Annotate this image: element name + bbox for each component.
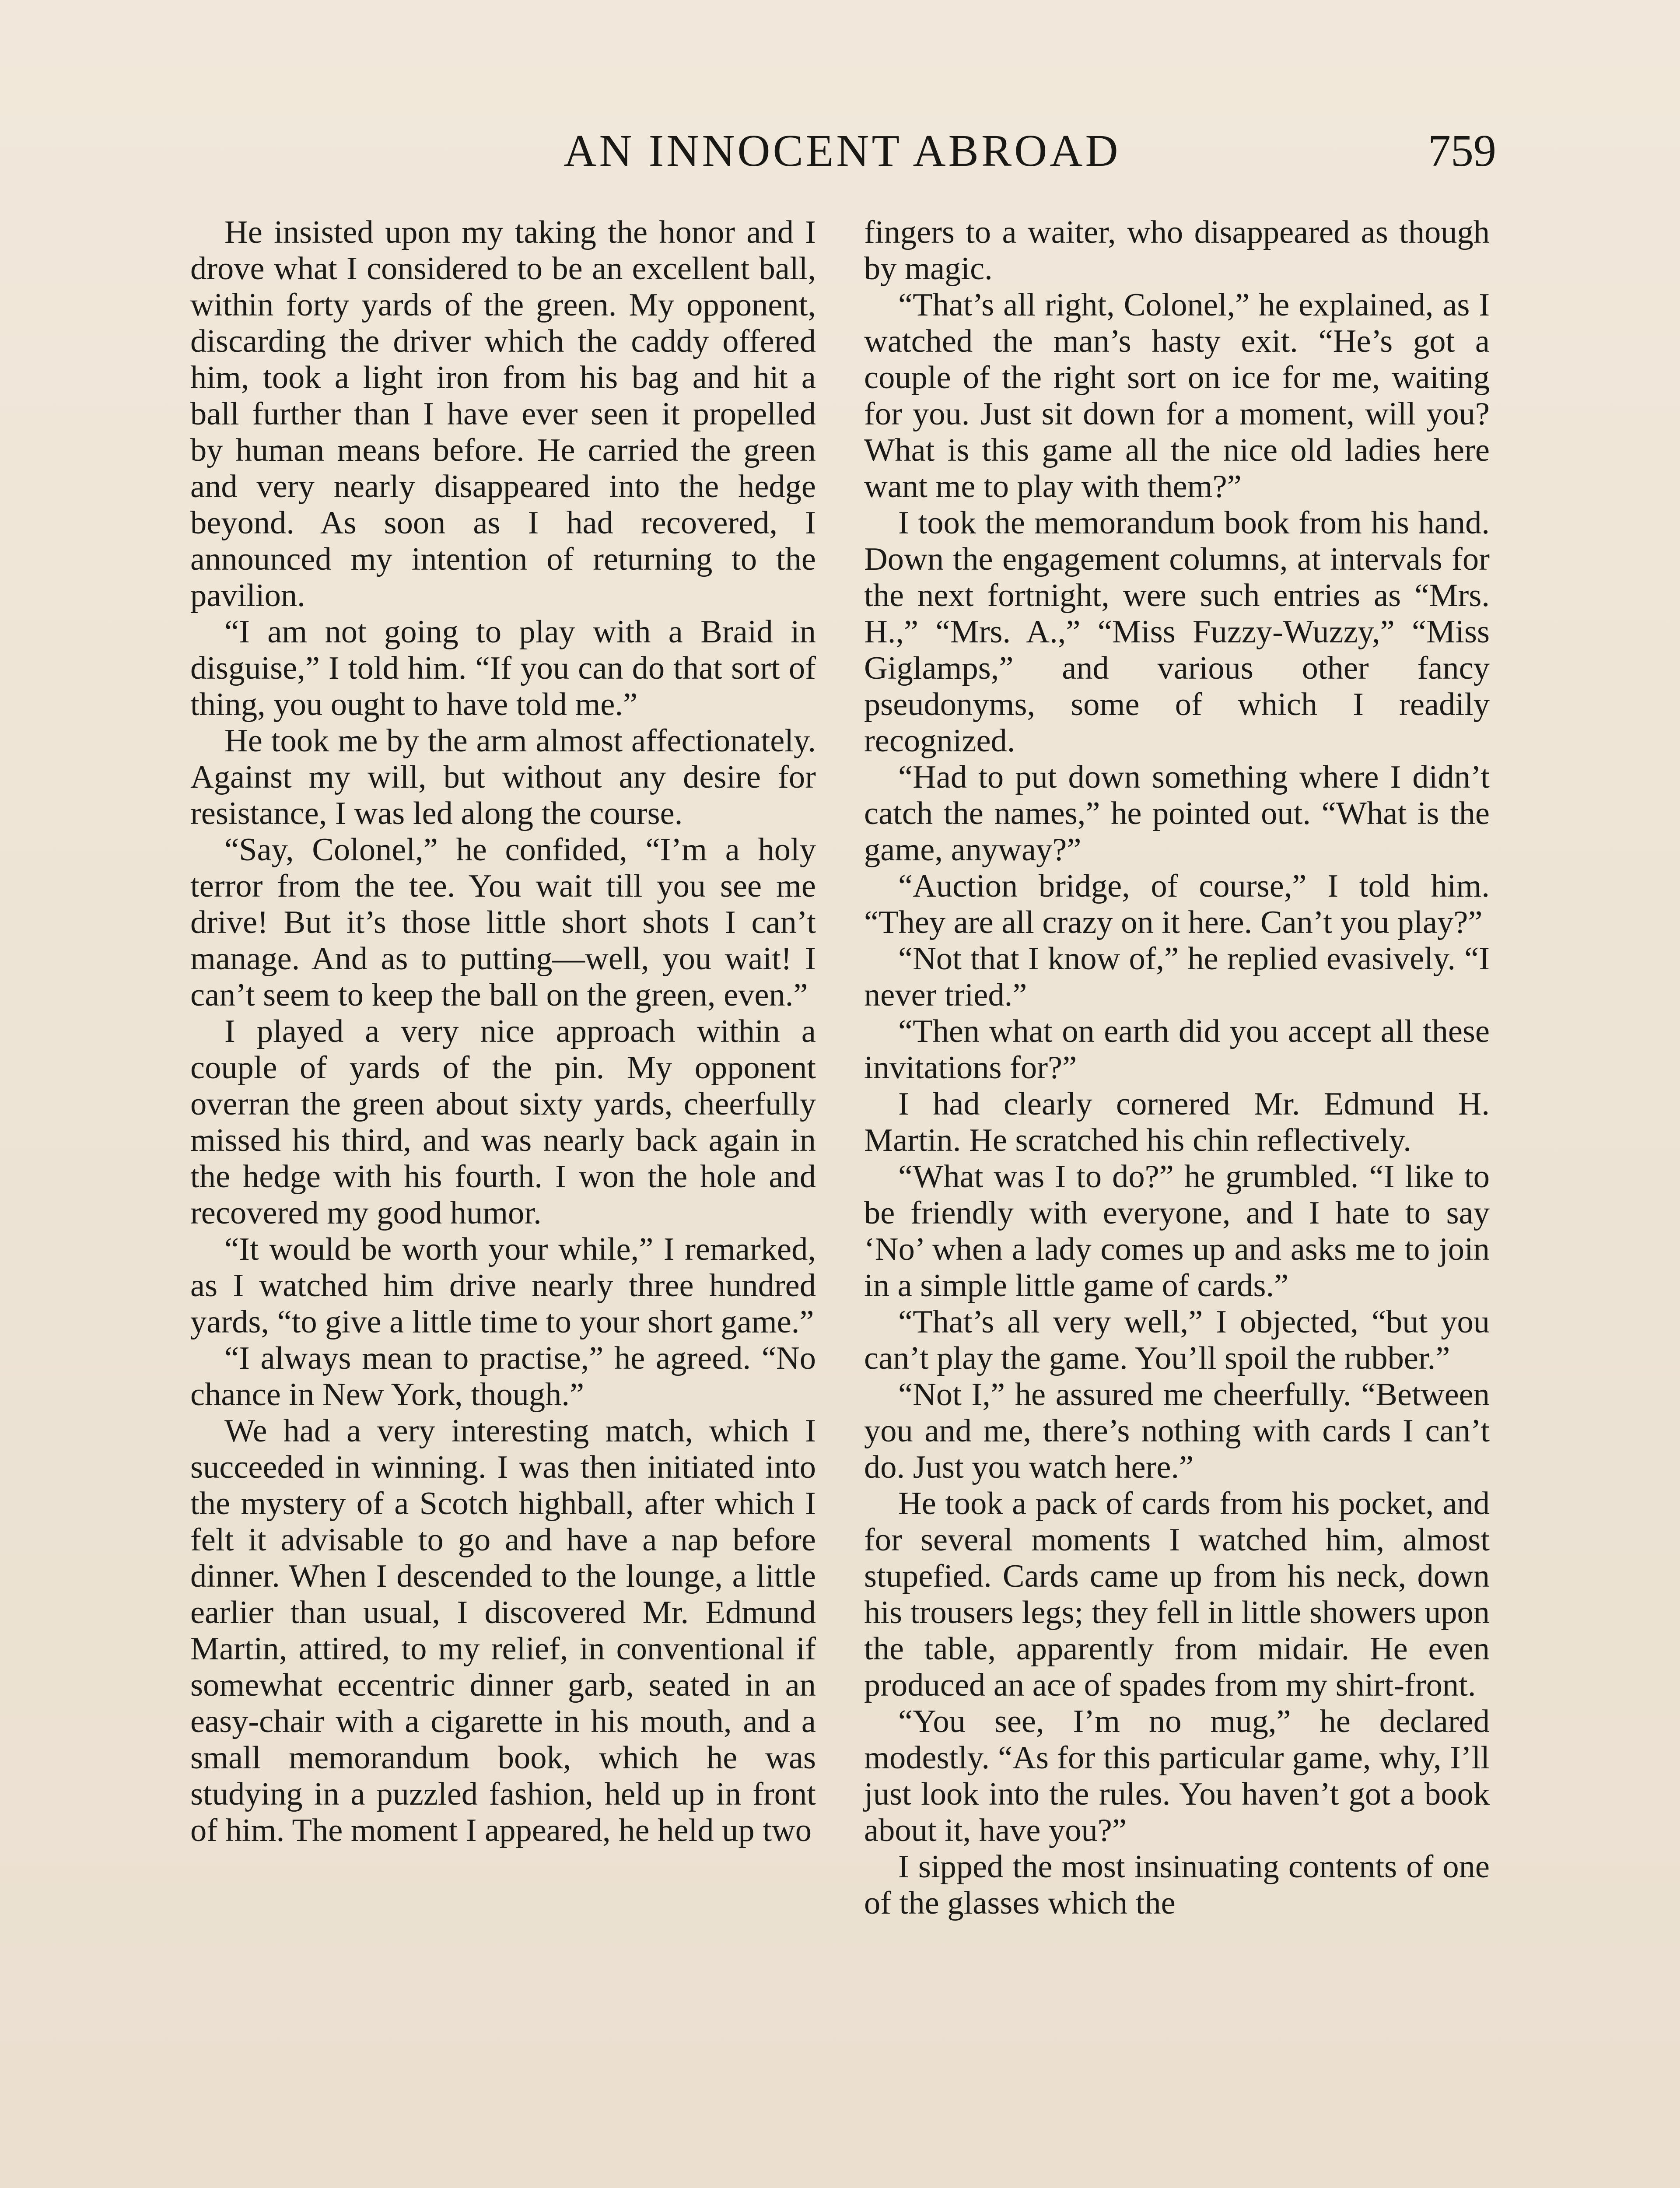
- paragraph: “What was I to do?” he grumbled. “I like to be friendly with everyone, and I hate to say ‘No’ when a lady comes up and asks me to join in a simple little game of cards.”: [864, 1159, 1490, 1304]
- paragraph: “Say, Colonel,” he confided, “I’m a holy terror from the tee. You wait till you see me drive! But it’s those little short shots I can’t manage. And as to putting—well, you wait! I can’t seem to keep the ball on the green, even.”: [190, 832, 816, 1013]
- paragraph: He insisted upon my taking the honor and I drove what I considered to be an excellent ball, within forty yards of the green. My opponent, discarding the driver which the caddy offered him, took a light iron from his bag and hit a ball further than I have ever seen it propelled by human means before. He carried the green and very nearly disappeared into the hedge beyond. As soon as I had recovered, I announced my intention of returning to the pavilion.: [190, 214, 816, 614]
- paragraph: “You see, I’m no mug,” he declared modestly. “As for this particular game, why, I’ll just look into the rules. You haven’t got a book about it, have you?”: [864, 1704, 1490, 1848]
- paragraph: He took a pack of cards from his pocket, and for several moments I watched him, almost stupefied. Cards came up from his neck, down his trousers legs; they fell in little showers upon the table, apparently from midair. He even produced an ace of spades from my shirt-front.: [864, 1486, 1490, 1703]
- text-column-right: [864, 214, 1490, 1922]
- paragraph: I took the memorandum book from his hand. Down the engagement columns, at intervals for the next fortnight, were such entries as “Mrs. H.,” “Mrs. A.,” “Miss Fuzzy-Wuzzy,” “Miss Giglamps,” and various other fancy pseudonyms, some of which I readily recognized.: [864, 505, 1490, 759]
- paragraph: “Auction bridge, of course,” I told him. “They are all crazy on it here. Can’t you play?”: [864, 868, 1490, 940]
- paragraph: “I am not going to play with a Braid in disguise,” I told him. “If you can do that sort of thing, you ought to have told me.”: [190, 614, 816, 722]
- paragraph: I had clearly cornered Mr. Edmund H. Martin. He scratched his chin reflectively.: [864, 1086, 1490, 1158]
- paragraph: I played a very nice approach within a couple of yards of the pin. My opponent overran the green about sixty yards, cheerfully missed his third, and was nearly back again in the hedge with his fourth. I won the hole and recovered my good humor.: [190, 1013, 816, 1231]
- paragraph: “That’s all right, Colonel,” he explained, as I watched the man’s hasty exit. “He’s got a couple of the right sort on ice for me, waiting for you. Just sit down for a moment, will you? What is this game all the nice old ladies here want me to play with them?”: [864, 287, 1490, 505]
- page-number: 759: [1428, 126, 1496, 176]
- paragraph: “That’s all very well,” I objected, “but you can’t play the game. You’ll spoil the rubber.”: [864, 1304, 1490, 1376]
- paragraph: “Not that I know of,” he replied evasively. “I never tried.”: [864, 941, 1490, 1013]
- paragraph: I sipped the most insinuating contents of one of the glasses which the: [864, 1849, 1490, 1921]
- paragraph: “I always mean to practise,” he agreed. “No chance in New York, though.”: [190, 1340, 816, 1413]
- paragraph: He took me by the arm almost affectionately. Against my will, but without any desire for resistance, I was led along the course.: [190, 723, 816, 831]
- paragraph: “Then what on earth did you accept all these invitations for?”: [864, 1013, 1490, 1086]
- text-column-left: [190, 214, 816, 1849]
- paragraph-continued: fingers to a waiter, who disappeared as though by magic.: [864, 214, 1490, 287]
- paragraph: “Not I,” he assured me cheerfully. “Between you and me, there’s nothing with cards I can’t do. Just you watch here.”: [864, 1377, 1490, 1485]
- paragraph: “Had to put down something where I didn’t catch the names,” he pointed out. “What is the game, anyway?”: [864, 759, 1490, 868]
- running-head: [188, 118, 1496, 184]
- paragraph: We had a very interesting match, which I succeeded in winning. I was then initiated into the mystery of a Scotch highball, after which I felt it advisable to go and have a nap before dinner. When I descended to the lounge, a little earlier than usual, I discovered Mr. Edmund Martin, attired, to my relief, in conventional if somewhat eccentric dinner garb, seated in an easy-chair with a cigarette in his mouth, and a small memorandum book, which he was studying in a puzzled fashion, held up in front of him. The moment I appeared, he held up two: [190, 1413, 816, 1848]
- paragraph: “It would be worth your while,” I remarked, as I watched him drive nearly three hundred yards, “to give a little time to your short game.”: [190, 1231, 816, 1340]
- running-title: AN INNOCENT ABROAD: [564, 126, 1121, 176]
